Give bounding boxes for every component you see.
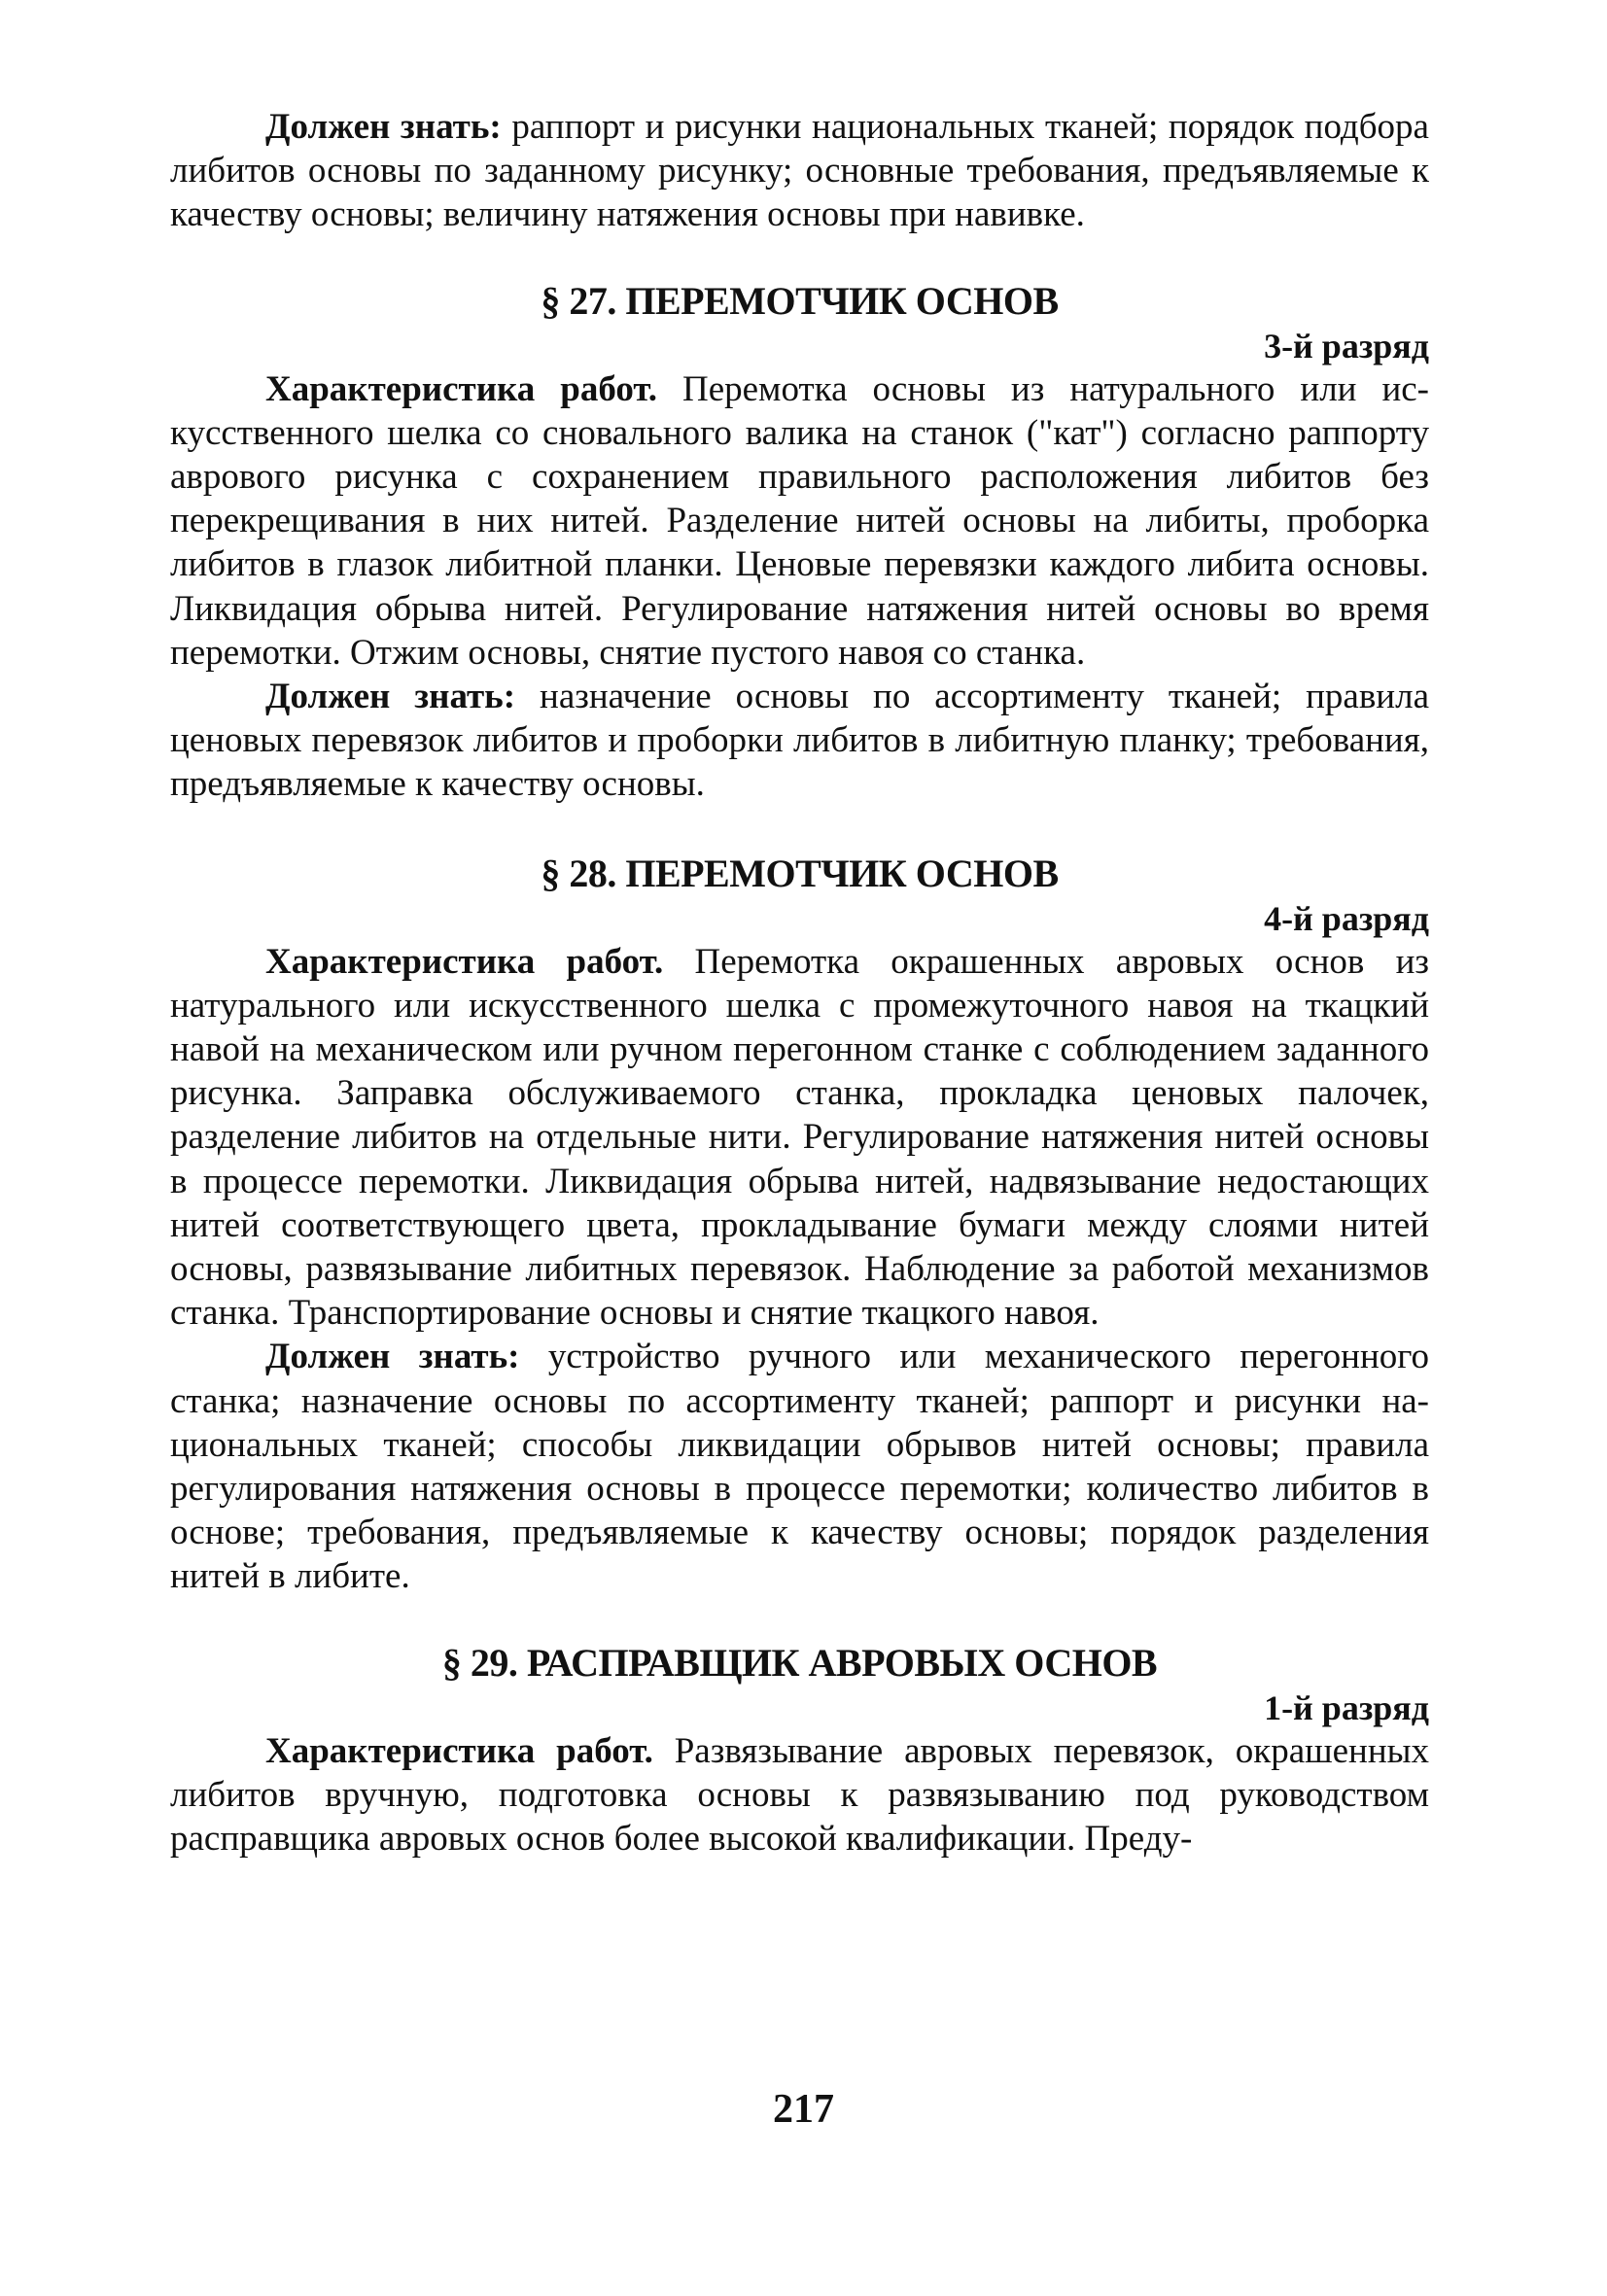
intro-lead: Должен знать: (265, 107, 502, 147)
section-27-know-text: назначение основы по ассортименту тканей; правила ценовых перевязок либитов и проборки либитов в либитную планку; требования, предъявляемые к качеству основы. (170, 677, 1429, 805)
document-page (170, 105, 1429, 1861)
section-27 (170, 278, 1429, 807)
section-27-work-paragraph (170, 367, 1429, 675)
section-29-work-text: Развязывание авровых перевязок, окрашенных либитов вручную, подготовка основы к развязыванию под руководством расправщика авровых основ более высокой квалификации. Преду- (170, 1730, 1429, 1860)
section-28-title: § 28. ПЕРЕМОТЧИК ОСНОВ (541, 851, 1059, 895)
section-28-work-paragraph (170, 940, 1429, 1336)
section-29 (170, 1640, 1429, 1861)
section-27-title: § 27. ПЕРЕМОТЧИК ОСНОВ (541, 278, 1059, 323)
section-29-work-paragraph (170, 1729, 1429, 1861)
section-28-know-paragraph (170, 1335, 1429, 1598)
section-27-work-lead: Характеристика работ. (265, 368, 658, 409)
section-28-work-lead: Характеристика работ. (265, 941, 664, 982)
section-28-grade: 4-й разряд (1264, 898, 1429, 938)
intro-text: раппорт и рисунки национальных тканей; порядок подбора либитов основы по заданному рисунку; основные требования, предъявляемые к качеству основы; величину натяжения основы при навивке. (170, 107, 1429, 235)
section-28-work-text: Перемотка окрашенных авровых основ из натурального или искусственного шелка с промежуточного навоя на ткацкий навой на механическом или ручном перегонном станке с соблюдением заданного рисунка. Заправка обслуживаемого станка, прокладка ценовых палочек, разделение либитов на отдельные нити. Регулирование натяжения нитей основы в процессе перемотки. Ликвидация обрыва нитей, надвязывание недостающих нитей соответствующего цвета, прокладывание бумаги между слоями нитей основы, развязывание либитных перевязок. Наблюдение за работой механизмов станка. Транспортирование основы и снятие ткацкого навоя. (170, 941, 1430, 1334)
section-28-know-text: устройство ручного или механического перегонного станка; назначение основы по ассортименту тканей; раппорт и рисунки национальных тканей; способы ликвидации обрывов нитей основы; правила регулирования натяжения основы в процессе перемотки; количество либитов в основе; требования, предъявляемые к качеству основы; порядок разделения нитей в либите. (170, 1337, 1430, 1597)
section-27-know-lead: Должен знать: (265, 677, 516, 717)
intro-paragraph (170, 105, 1429, 237)
section-29-work-lead: Характеристика работ. (265, 1730, 653, 1771)
section-27-grade: 3-й разряд (1264, 326, 1429, 365)
section-28-know-lead: Должен знать: (265, 1337, 520, 1377)
page-number: 217 (773, 2087, 834, 2132)
section-28 (170, 851, 1429, 1599)
section-27-work-text: Перемотка основы из натурального или искусственного шелка со сновального валика на станок ("кат") согласно раппорту аврового рисунка с сохранением правильного расположения либитов без перекрещивания в них нитей. Разделение нитей основы на либиты, проборка либитов в глазок либитной планки. Ценовые перевязки каждого либита основы. Ликвидация обрыва нитей. Регулирование натяжения нитей основы во время перемотки. Отжим основы, снятие пустого навоя со станка. (170, 368, 1429, 673)
section-27-know-paragraph (170, 675, 1429, 807)
section-29-title: § 29. РАСПРАВЩИК АВРОВЫХ ОСНОВ (441, 1640, 1158, 1685)
section-29-grade: 1-й разряд (1264, 1687, 1429, 1727)
